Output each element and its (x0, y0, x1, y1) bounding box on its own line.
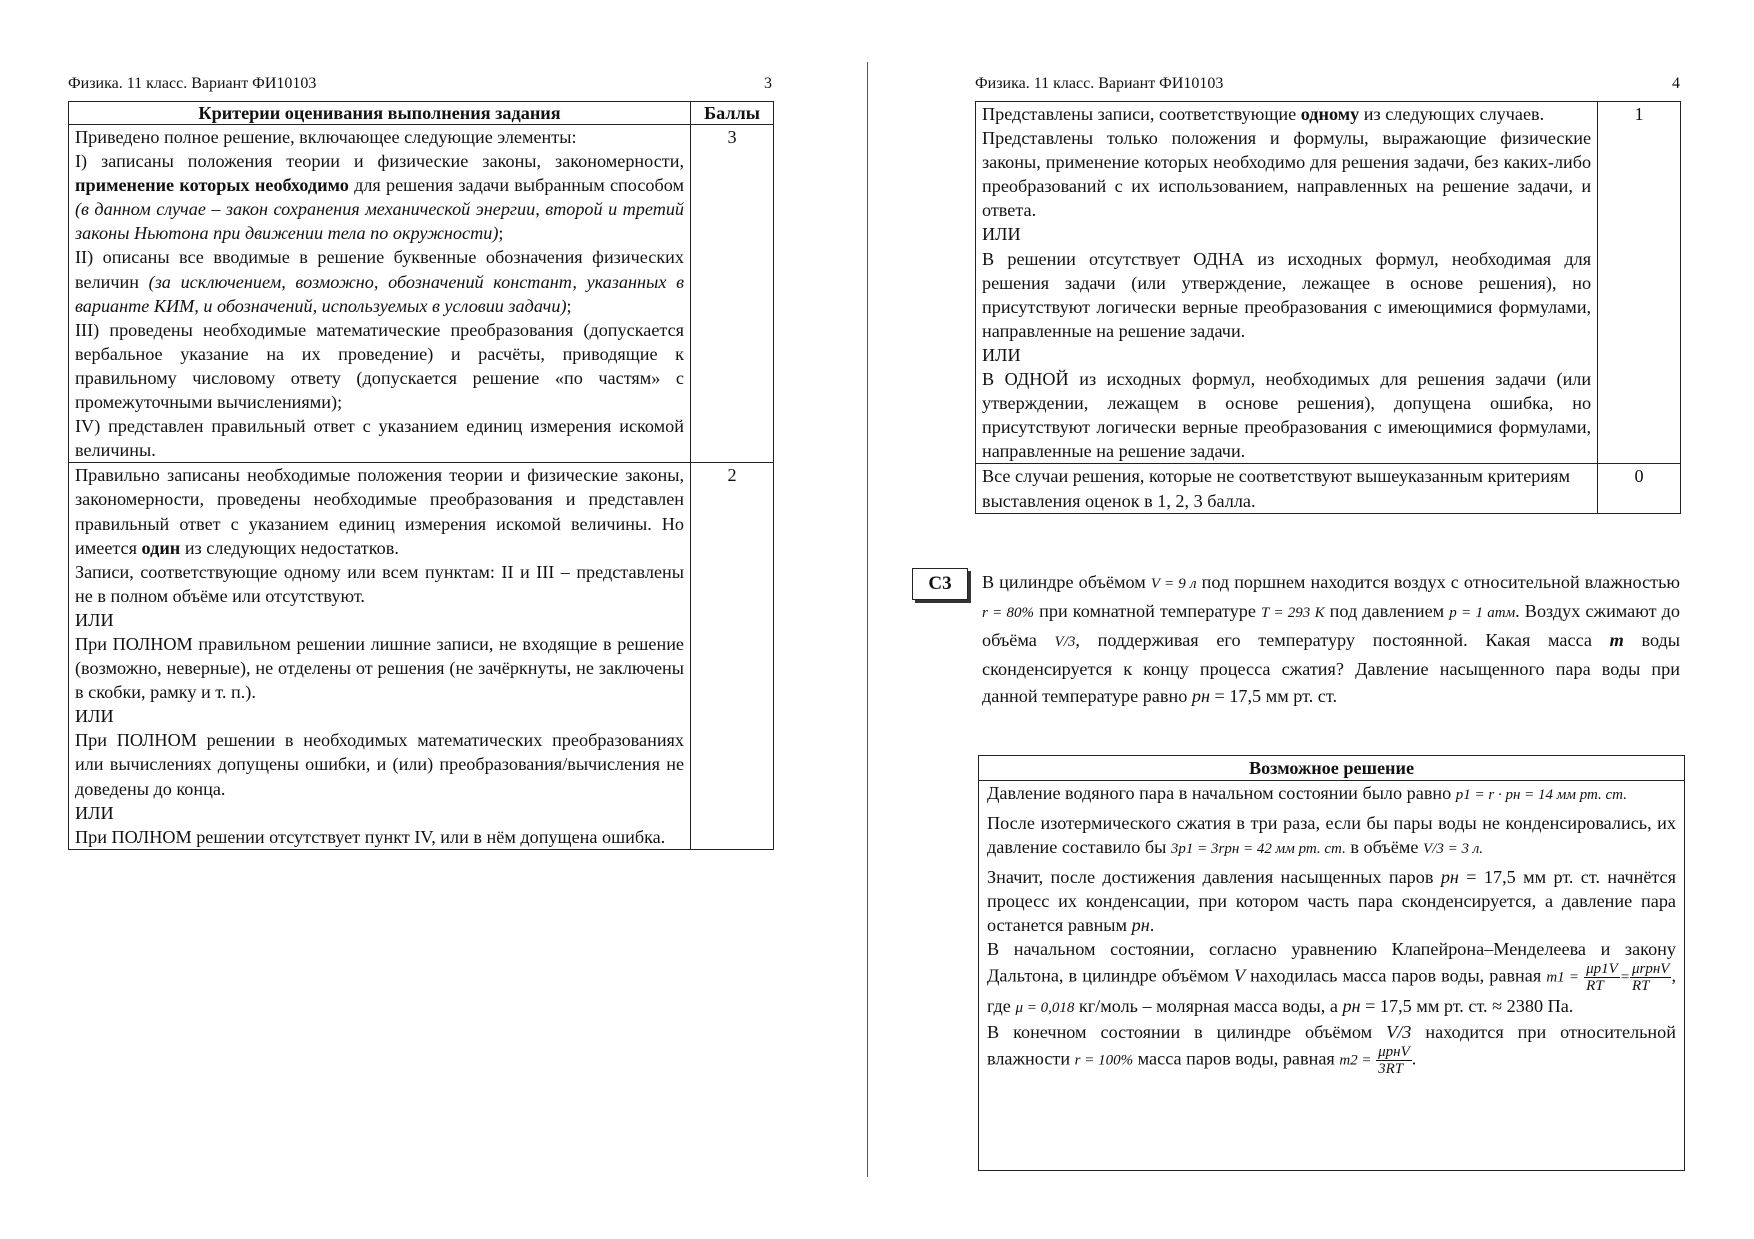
criteria-text: Приведено полное решение, включающее следующие элементы: (75, 127, 577, 147)
solution-box (978, 755, 1685, 1171)
criteria-text: В решении отсутствует ОДНА из исходных формул, необходимая для решения задачи (или утверждение, лежащее в основе решения), но присутствуют логически верные преобразования с имеющимися формулами, направленные на решение задачи. (982, 248, 1592, 341)
criteria-text: I) записаны положения теории и физические законы, закономерности, применение которых необходимо для решения задачи выбранным способом (в данном случае – закон сохранения механической энергии, второй и третий законы Ньютона при движении тела по окружности); (75, 151, 685, 244)
solution-paragraph: В начальном состоянии, согласно уравнению Клапейрона–Менделеева и закону Дальтона, в цилиндре объёмом V находилась масса паров воды, равная m1 = $\frac{\mu p1V}{RT}$ = $\frac{\text{μrpнV}}{RT}$ , где μ = 0,018 кг/моль – молярная масса воды, а pн = 17,5 мм рт. ст. ≈ 2380 Па. (987, 939, 1677, 1016)
or-separator: ИЛИ (982, 224, 1021, 245)
page-number: 4 (1672, 75, 1680, 92)
criteria-text: При ПОЛНОМ решении в необходимых математических преобразованиях или вычислениях допущены ошибки, и (или) преобразования/вычисления не доведены до конца. (75, 730, 685, 799)
score-cell: 3 (691, 125, 774, 463)
fraction: $\frac{\text{μrpнV}}{RT}$ (1631, 961, 1670, 994)
solution-paragraph: Значит, после достижения давления насыщенных паров pн = 17,5 мм рт. ст. начнётся процесс их конденсации, при котором часть пара сконденсируется, а давление пара останется равным pн. (987, 867, 1676, 935)
fraction: $\frac{\text{μpнV}}{3RT}$ (1378, 1044, 1410, 1077)
solution-title: Возможное решение (979, 756, 1684, 781)
or-separator: ИЛИ (75, 802, 114, 823)
criteria-cell (69, 125, 691, 463)
solution-paragraph: После изотермического сжатия в три раза, если бы пары воды не конденсировались, их давление составило бы 3p1 = 3rpн = 42 мм рт. ст. в объёме V/3 = 3 л. (987, 813, 1676, 857)
criteria-text: При ПОЛНОМ правильном решении лишние записи, не входящие в решение (возможно, неверные), не отделены от решения (не зачёркнуты, не заключены в скобки, рамку и т. п.). (75, 633, 685, 703)
criteria-text: В ОДНОЙ из исходных формул, необходимых для решения задачи (или утверждении, лежащем в основе решения), допущена ошибка, но присутствуют логически верные преобразования с имеющимися формулами, направленные на решение задачи. (982, 369, 1592, 462)
page-header (68, 75, 772, 93)
criteria-text: При ПОЛНОМ решении отсутствует пункт IV, или в нём допущена ошибка. (75, 826, 666, 847)
page-divider (867, 62, 868, 1177)
criteria-table-right (975, 101, 1681, 514)
or-separator: ИЛИ (75, 706, 114, 727)
criteria-column-header: Критерии оценивания выполнения задания (69, 102, 691, 125)
criteria-text: Правильно записаны необходимые положения теории и физические законы, закономерности, проведены необходимые преобразования и представлен правильный ответ с указанием единиц измерения искомой величины. Но имеется один из следующих недостатков. (75, 465, 685, 558)
criteria-cell: Все случаи решения, которые не соответствуют вышеуказанным критериям выставления оценок в 1, 2, 3 балла. (976, 464, 1598, 513)
criteria-text: Представлены только положения и формулы, выражающие физические законы, применение которых необходимо для решения задачи, без каких-либо преобразований с их использованием, направленных на решение задачи, и ответа. (982, 128, 1592, 221)
page-number: 3 (764, 75, 772, 92)
table-row (976, 464, 1681, 513)
solution-body (979, 781, 1684, 1077)
criteria-text: II) описаны все вводимые в решение буквенные обозначения физических величин (за исключением, возможно, обозначений констант, указанных в варианте КИМ, и обозначений, используемых в условии задачи); (75, 247, 685, 316)
criteria-table-left (68, 101, 774, 850)
task-number-badge: C3 (912, 568, 968, 600)
score-cell: 1 (1598, 102, 1681, 464)
criteria-cell (69, 463, 691, 850)
criteria-text: IV) представлен правильный ответ с указанием единиц измерения искомой величины. (75, 416, 685, 461)
table-row (69, 463, 774, 850)
fraction: $\frac{\mu p1V}{RT}$ (1586, 961, 1618, 994)
header-title: Физика. 11 класс. Вариант ФИ10103 (975, 75, 1224, 92)
points-column-header: Баллы (691, 102, 774, 125)
table-row (976, 102, 1681, 464)
or-separator: ИЛИ (75, 609, 114, 630)
criteria-text: Записи, соответствующие одному или всем пунктам: II и III – представлены не в полном объёме или отсутствуют. (75, 561, 685, 606)
criteria-text: III) проведены необходимые математические преобразования (допускается вербальное указание на их проведение) и расчёты, приводящие к правильному числовому ответу (допускается решение «по частям» с промежуточными вычислениями); (75, 319, 685, 413)
table-row (69, 125, 774, 463)
page-header (975, 75, 1680, 93)
table-header-row (69, 102, 774, 125)
solution-paragraph: В конечном состоянии в цилиндре объёмом V/3 находится при относительной влажности r = 100% масса паров воды, равная m2 = $\frac{\text{μpнV}}{3RT}$ . (987, 1022, 1676, 1077)
score-cell: 0 (1598, 464, 1681, 513)
criteria-cell (976, 102, 1598, 464)
header-title: Физика. 11 класс. Вариант ФИ10103 (68, 75, 317, 92)
task-statement: В цилиндре объёмом V = 9 л под поршнем находится воздух с относительной влажностью r = 80% при комнатной температуре T = 293 К под давлением p = 1 атм. Воздух сжимают до объёма V/3, поддерживая его температуру постоянной. Какая масса m воды сконденсируется к концу процесса сжатия? Давление насыщенного пара воды при данной температуре равно pн = 17,5 мм рт. ст. (982, 572, 1680, 706)
criteria-text: Представлены записи, соответствующие одному из следующих случаев. (982, 104, 1545, 124)
score-cell: 2 (691, 463, 774, 850)
solution-paragraph: Давление водяного пара в начальном состоянии было равно p1 = r · pн = 14 мм рт. ст. (987, 783, 1627, 803)
or-separator: ИЛИ (982, 344, 1021, 365)
